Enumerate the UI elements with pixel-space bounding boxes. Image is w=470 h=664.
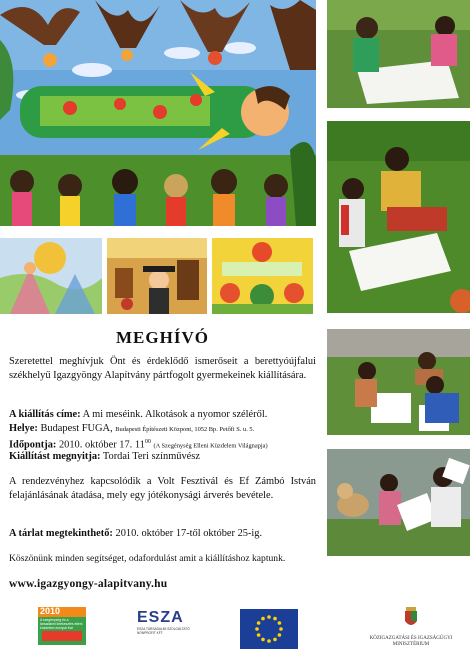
time-value: 2010. október 17. 11	[58, 439, 145, 451]
year-2010-logo	[38, 607, 86, 645]
venue-detail: Budapesti Építészeti Központ, 1052 Bp. Petőfi S. u. 5.	[115, 426, 255, 433]
venue-value: Budapest FUGA,	[40, 423, 113, 434]
painting-small-1	[0, 238, 102, 314]
coat-of-arms-icon	[404, 607, 418, 629]
year-badge-text: A szegénység és a társadalmi kirekesztés elleni küzdelem európai éve	[40, 618, 83, 630]
main-painting	[0, 0, 316, 226]
photo-woman-and-child	[327, 121, 470, 313]
event-paragraph: A rendezvényhez kapcsolódik a Volt Fesztivál és Ef Zámbó István felajánlásának átadása, mely egy jótékonysági árverés bevétele.	[9, 476, 316, 501]
opener-value: Tordai Teri színművész	[102, 451, 200, 462]
time-label: Időpontja:	[9, 439, 57, 451]
painting-small-2	[107, 238, 207, 314]
photo-children-with-dog	[327, 449, 470, 556]
time-note: (A Szegénység Elleni Küzdelem Világnapja)	[153, 442, 268, 450]
esza-wordmark: ESZA	[137, 609, 184, 626]
thanks-line: Köszönünk minden segítséget, odafordulást amit a kiállításhoz kaptunk.	[9, 553, 286, 564]
time-sup: 00	[144, 439, 151, 445]
eu-flag-logo	[240, 609, 298, 649]
year-badge-number: 2010	[40, 606, 61, 616]
invitation-title: MEGHÍVÓ	[116, 328, 209, 347]
viewable-line	[9, 527, 316, 541]
exhibition-title-label: A kiállítás címe:	[9, 409, 81, 420]
intro-paragraph: Szeretettel meghívjuk Önt és érdeklődő ismerőseit a berettyóújfalui székhelyű Igazgyöngy Alapítvány pártfogolt gyermekeinek kiállítására.	[9, 356, 316, 381]
photo-children-painting	[327, 329, 470, 435]
opener-line	[9, 450, 316, 464]
esza-subtitle: ESZA TÁRSADALMI SZOLGÁLTATÓ NONPROFIT KFT.	[137, 627, 190, 635]
venue-line	[9, 422, 316, 437]
ministry-logo	[356, 607, 466, 649]
viewable-value: 2010. október 17-től október 25-ig.	[115, 528, 263, 539]
exhibition-title-value: A mi meséink. Alkotások a nyomor széléről.	[82, 409, 268, 420]
venue-label: Helye:	[9, 423, 38, 434]
exhibition-title-line	[9, 408, 316, 422]
esza-logo	[137, 609, 191, 643]
website-link[interactable]: www.igazgyongy-alapitvany.hu	[9, 578, 168, 590]
opener-label: Kiállítást megnyitja:	[9, 451, 101, 462]
photo-children-drawing	[327, 0, 470, 108]
ministry-name: KÖZIGAZGATÁSI ÉS IGAZSÁGÜGYI MINISZTÉRIUM	[369, 636, 453, 647]
painting-small-3	[212, 238, 313, 314]
viewable-label: A tárlat megtekinthető:	[9, 528, 113, 539]
